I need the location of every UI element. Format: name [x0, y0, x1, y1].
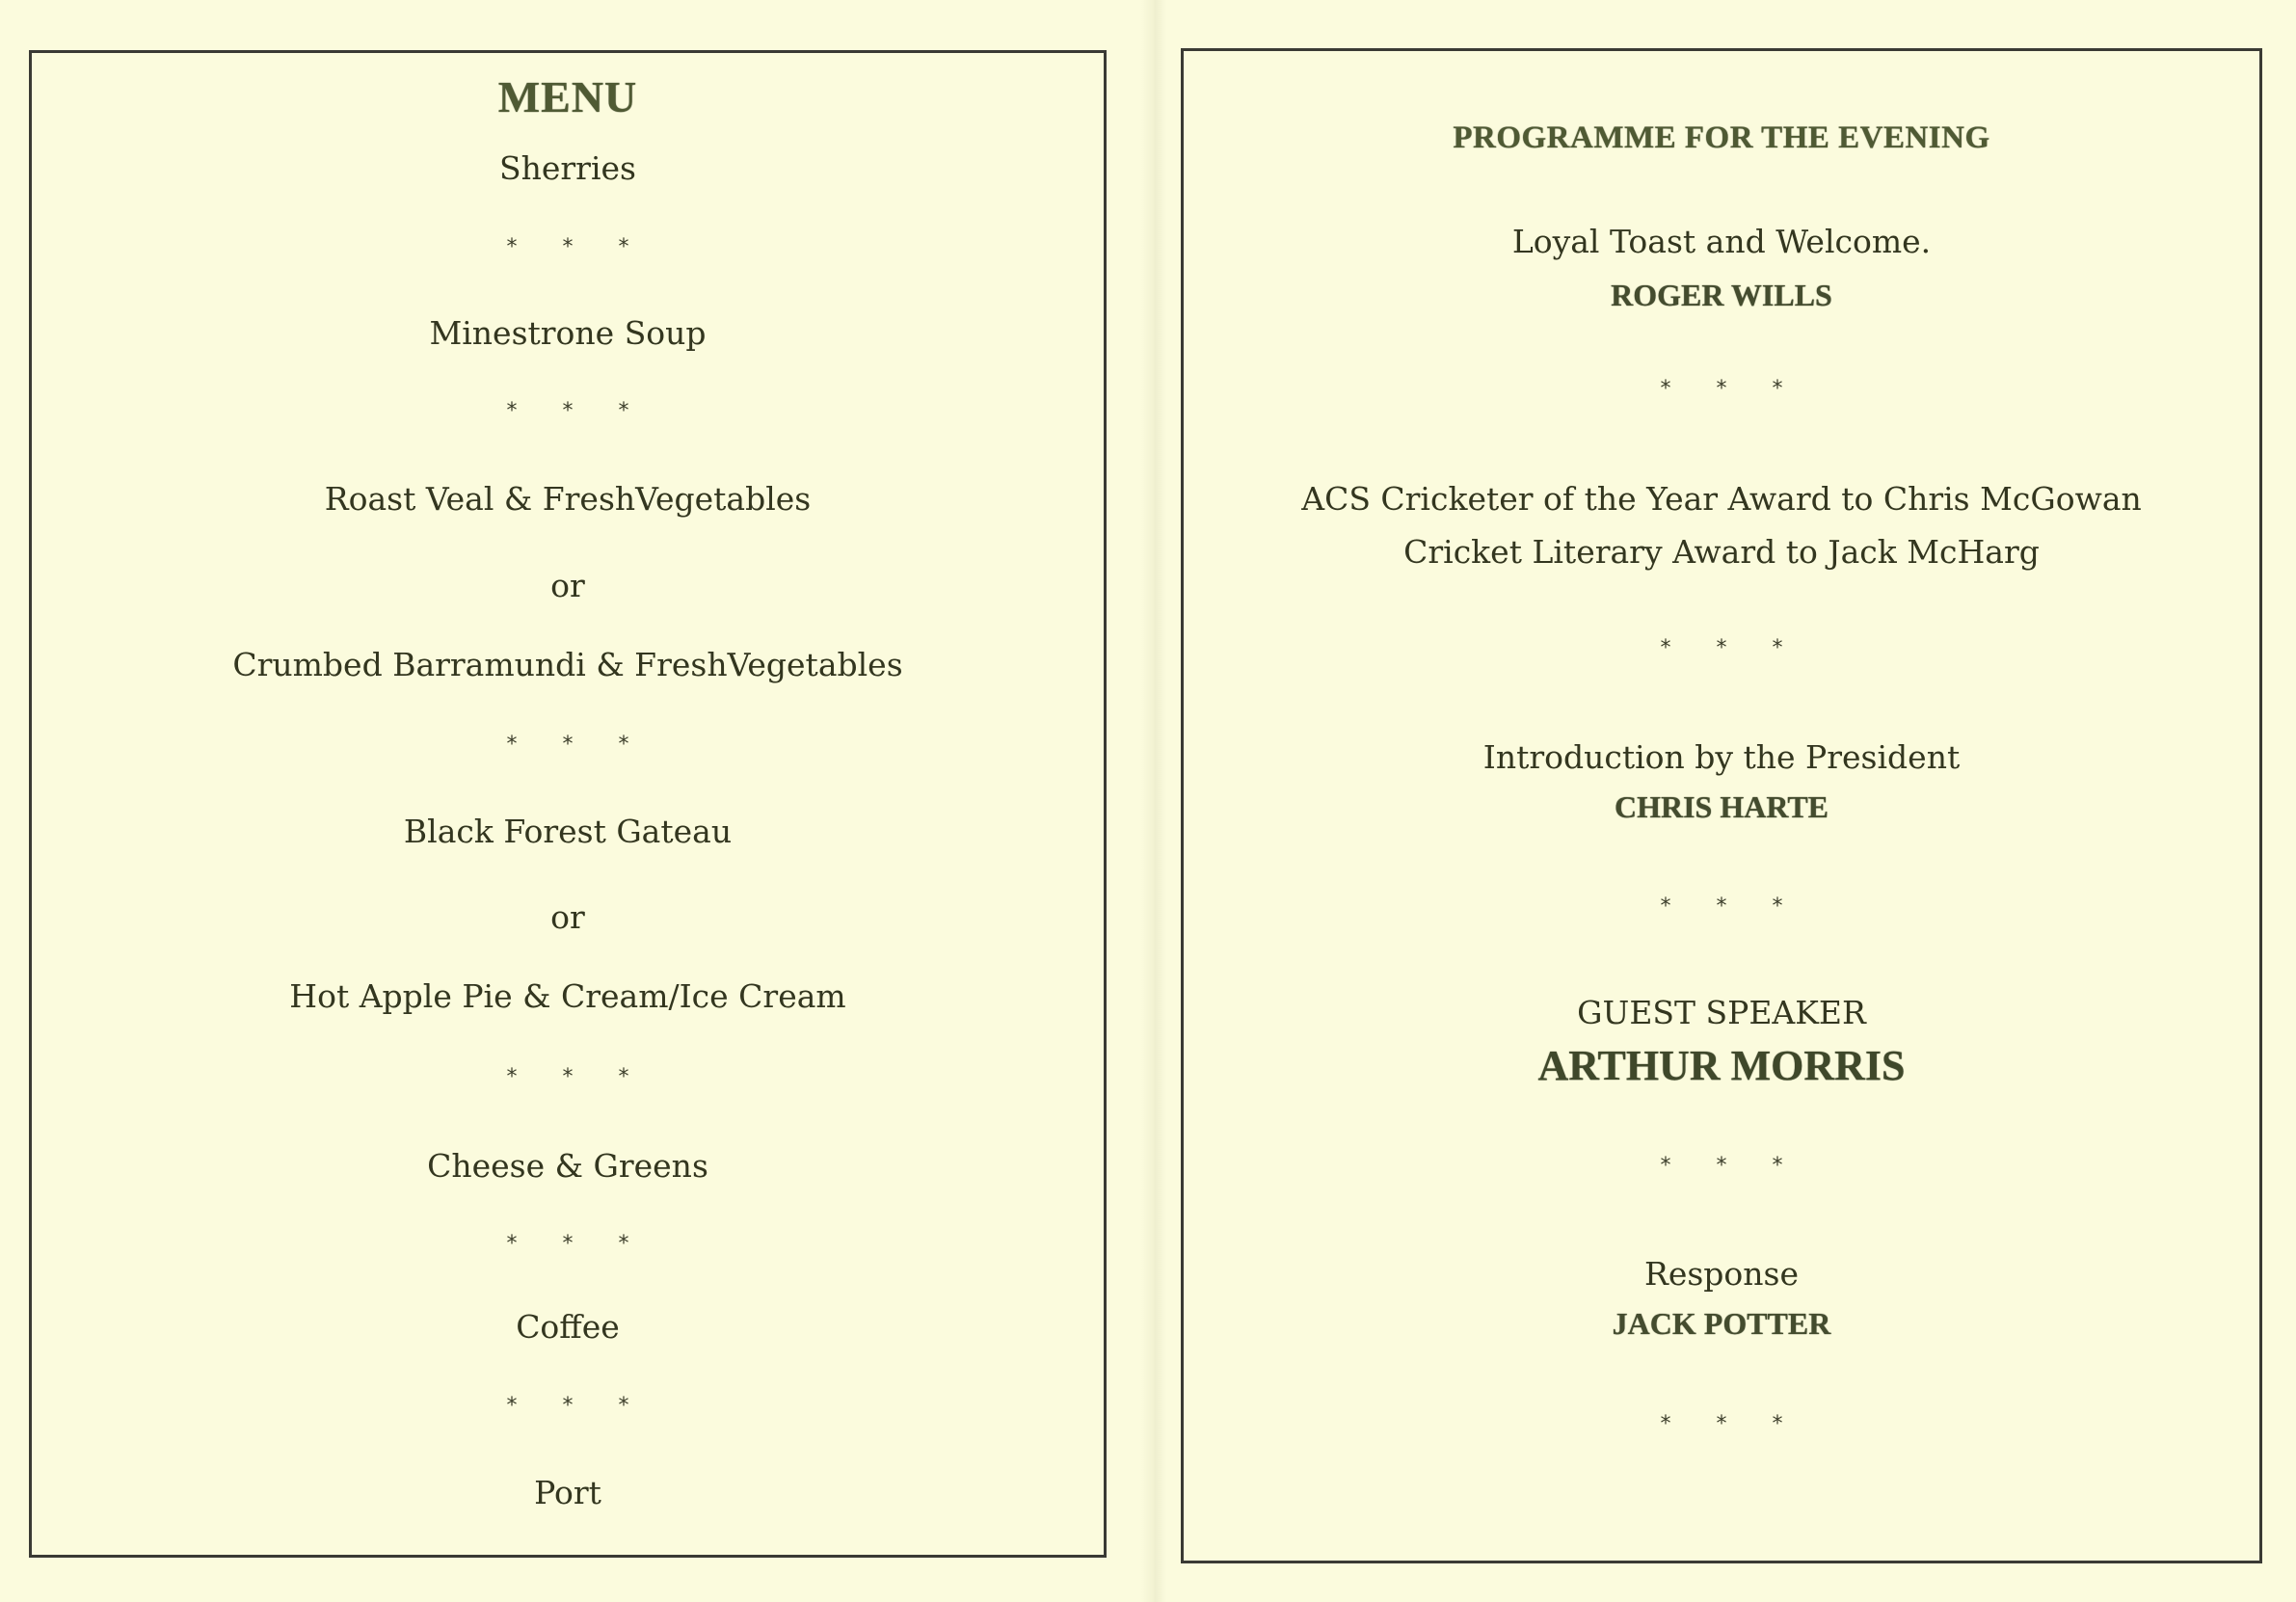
programme-separator: * * * — [1660, 377, 1783, 401]
menu-item-cheese: Cheese & Greens — [427, 1147, 708, 1185]
menu-item-main-barramundi: Crumbed Barramundi & FreshVegetables — [232, 646, 903, 683]
menu-item-dessert-gateau: Black Forest Gateau — [403, 813, 733, 850]
menu-item-port: Port — [534, 1474, 601, 1511]
menu-separator: * * * — [506, 1394, 629, 1418]
menu-or: or — [550, 898, 585, 936]
programme-toast-speaker: ROGER WILLS — [1611, 278, 1832, 312]
programme-guest-label: GUEST SPEAKER — [1577, 994, 1866, 1031]
menu-separator: * * * — [506, 1232, 629, 1256]
programme-toast: Loyal Toast and Welcome. — [1511, 223, 1932, 260]
programme-title: PROGRAMME FOR THE EVENING — [1453, 120, 1990, 155]
programme-response: Response — [1643, 1255, 1800, 1293]
programme-response-speaker: JACK POTTER — [1612, 1306, 1831, 1341]
programme-president: CHRIS HARTE — [1614, 789, 1829, 824]
page-fold — [1141, 0, 1166, 1602]
menu-title: MENU — [497, 72, 638, 121]
programme-guest-speaker: ARTHUR MORRIS — [1537, 1042, 1906, 1089]
menu-item-soup: Minestrone Soup — [429, 314, 707, 352]
programme-separator: * * * — [1660, 894, 1783, 919]
menu-item-main-veal: Roast Veal & FreshVegetables — [324, 480, 812, 518]
menu-item-dessert-apple-pie: Hot Apple Pie & Cream/Ice Cream — [289, 977, 846, 1015]
programme-award-literary: Cricket Literary Award to Jack McHarg — [1403, 533, 2040, 571]
menu-item-sherries: Sherries — [499, 149, 636, 187]
menu-item-coffee: Coffee — [516, 1308, 620, 1346]
menu-panel — [29, 50, 1107, 1558]
programme-separator: * * * — [1660, 636, 1783, 660]
menu-separator: * * * — [506, 235, 629, 259]
menu-or: or — [550, 567, 585, 604]
programme-introduction: Introduction by the President — [1482, 738, 1961, 776]
menu-separator: * * * — [506, 733, 629, 757]
programme-separator: * * * — [1660, 1412, 1783, 1436]
menu-separator: * * * — [506, 399, 629, 423]
programme-panel — [1181, 48, 2262, 1563]
menu-separator: * * * — [506, 1065, 629, 1089]
programme-separator: * * * — [1660, 1154, 1783, 1178]
programme-award-cricketer: ACS Cricketer of the Year Award to Chris McGowan — [1301, 480, 2142, 518]
